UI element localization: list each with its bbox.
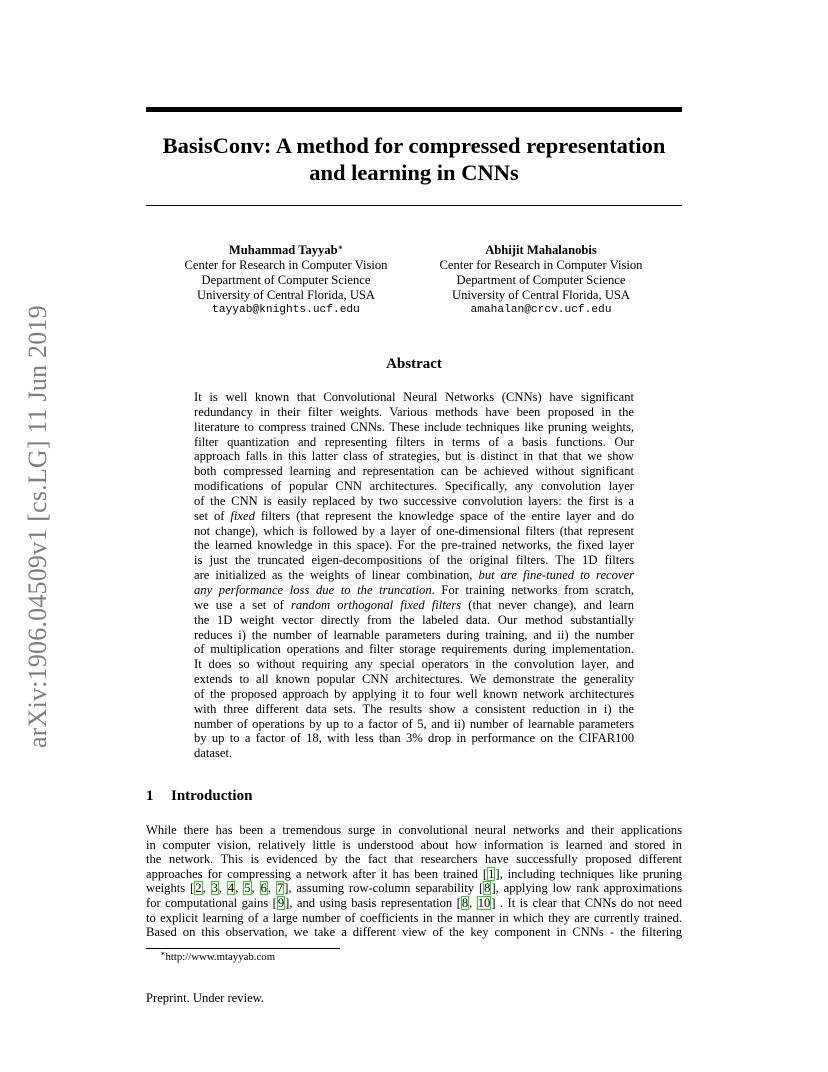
author-block-2 xyxy=(421,243,661,318)
citation-link[interactable]: 3 xyxy=(211,881,218,896)
title-line-2: and learning in CNNs xyxy=(309,160,519,185)
abstract-line: of multiplication operations and filter storage requirements during implementation. xyxy=(194,642,634,657)
citation-link[interactable]: 10 xyxy=(477,895,491,910)
abstract-line: are initialized as the weights of linear combination, but are fine-tuned to recover xyxy=(194,568,635,583)
abstract-line: of the CNN is easily replaced by two successive convolution layers: the first is a xyxy=(194,493,634,508)
citation-link[interactable]: 4 xyxy=(227,881,235,896)
footnote-mark: ∗ xyxy=(160,949,166,958)
abstract-line: we use a set of random orthogonal fixed filters (that never change), and learn xyxy=(194,597,634,612)
citation-link[interactable]: 7 xyxy=(276,881,284,896)
emphasis-fixed: fixed xyxy=(230,508,255,523)
abstract-line: the learned knowledge in this space). For the pre-trained networks, the fixed layer xyxy=(194,538,634,553)
abstract-line: It does so without requiring any special operators in the convolution layer, and xyxy=(194,657,634,672)
abstract-line: the 1D weight vector directly from the labeled data. Our method substantially xyxy=(194,612,634,627)
intro-line: Based on this observation, we take a different view of the key component in CNNs - the filtering xyxy=(146,925,682,940)
footnote-rule xyxy=(146,948,340,949)
author-university: University of Central Florida, USA xyxy=(196,288,376,302)
abstract-line: not change), which is followed by a layer of one-dimensional filters (that represent xyxy=(194,523,634,538)
author-block-1 xyxy=(166,243,406,318)
author-email-1[interactable]: tayyab@knights.ucf.edu xyxy=(212,304,360,316)
section-heading-introduction xyxy=(146,788,252,805)
abstract-line: is just the truncated eigen-decompositions of the original filters. The 1D filters xyxy=(194,553,634,568)
title-bottom-rule xyxy=(146,205,682,206)
author-footnote-mark: ∗ xyxy=(337,243,344,252)
abstract-line: modifications of popular CNN architectures. Specifically, any convolution layer xyxy=(194,479,634,494)
abstract-line: It is well known that Convolutional Neural Networks (CNNs) have significant xyxy=(194,390,634,404)
abstract-line: with three different data sets. The results show a consistent reduction in i) the xyxy=(194,701,634,716)
emphasis-random-filters: random orthogonal fixed filters xyxy=(290,597,462,612)
abstract-heading: Abstract xyxy=(386,356,442,372)
abstract-line: extends to all known popular CNN architectures. We demonstrate the generality xyxy=(194,672,634,687)
intro-line: approaches for compressing a network after it has been trained [1], including techniques like pruning xyxy=(146,866,682,881)
abstract-line: literature to compress trained CNNs. These include techniques like pruning weights, xyxy=(194,419,634,434)
citation-link[interactable]: 8 xyxy=(461,895,469,910)
citation-link[interactable]: 1 xyxy=(488,866,495,881)
abstract-line: set of fixed filters (that represent the knowledge space of the entire layer and do xyxy=(194,508,634,523)
paper-title xyxy=(146,132,682,186)
emphasis-truncation: any performance loss due to the truncation xyxy=(194,582,432,597)
author-department: Department of Computer Science xyxy=(456,273,626,287)
preprint-note: Preprint. Under review. xyxy=(146,991,265,1005)
section-number: 1 xyxy=(146,788,154,804)
abstract-line: by up to a factor of 18, with less than 3% drop in performance on the CIFAR100 xyxy=(194,731,634,746)
intro-line: the network. This is evidenced by the fact that researchers have successfully proposed different xyxy=(146,852,682,867)
intro-line: While there has been a tremendous surge in convolutional neural networks and their applications xyxy=(146,823,682,837)
abstract-line: any performance loss due to the truncation. For training networks from scratch, xyxy=(194,582,634,597)
author-affiliation: Center for Research in Computer Vision xyxy=(439,258,643,272)
abstract-line: of the proposed approach by applying it to four well known network architectures xyxy=(194,686,634,701)
citation-link[interactable]: 9 xyxy=(277,895,285,910)
author-affiliation: Center for Research in Computer Vision xyxy=(184,258,388,272)
footnote xyxy=(160,951,275,964)
citation-link[interactable]: 8 xyxy=(484,881,491,896)
intro-line: to explicit learning of a large number of coefficients in the manner in which they are currently trained. xyxy=(146,910,682,925)
title-line-1: BasisConv: A method for compressed representation xyxy=(162,133,666,158)
introduction-body xyxy=(146,823,682,940)
abstract-line: redundancy in their filter weights. Various methods have been proposed in the xyxy=(194,404,634,419)
citation-link[interactable]: 6 xyxy=(260,881,267,896)
abstract-line: both compressed learning and representation can be achieved without significant xyxy=(194,464,634,479)
abstract-line: filter quantization and representing filters in terms of a basis functions. Our xyxy=(194,434,634,449)
citation-link[interactable]: 5 xyxy=(244,881,251,896)
section-title: Introduction xyxy=(171,788,253,804)
author-university: University of Central Florida, USA xyxy=(451,288,631,302)
abstract-line: approach falls in this latter class of strategies, but is distinct in that that we show xyxy=(194,449,634,464)
arxiv-identifier-stamp: arXiv:1906.04509v1 [cs.LG] 11 Jun 2019 xyxy=(23,305,52,749)
author-name-1: Muhammad Tayyab∗ xyxy=(228,243,344,257)
emphasis-finetune: but are fine-tuned to recover xyxy=(478,568,635,583)
abstract-line: reduces i) the number of learnable parameters during training, and ii) the number xyxy=(194,627,634,642)
footnote-url[interactable]: http://www.mtayyab.com xyxy=(165,951,276,963)
intro-line: for computational gains [9], and using basis representation [8, 10] . It is clear that CNNs do not need xyxy=(146,895,682,910)
abstract-line: dataset. xyxy=(194,746,233,761)
intro-line: weights [2, 3, 4, 5, 6, 7], assuming row-column separability [8], applying low rank approximations xyxy=(146,881,683,896)
abstract-body xyxy=(194,390,634,761)
intro-line: in computer vision, relatively little is understood about how information is learned and stored in xyxy=(146,837,682,852)
title-top-rule xyxy=(146,107,682,112)
author-name-2: Abhijit Mahalanobis xyxy=(485,243,597,257)
abstract-line: number of operations by up to a factor of 5, and ii) number of learnable parameters xyxy=(194,716,634,731)
citation-link[interactable]: 2 xyxy=(195,881,202,896)
author-department: Department of Computer Science xyxy=(201,273,371,287)
author-email-2[interactable]: amahalan@crcv.ucf.edu xyxy=(470,304,612,316)
